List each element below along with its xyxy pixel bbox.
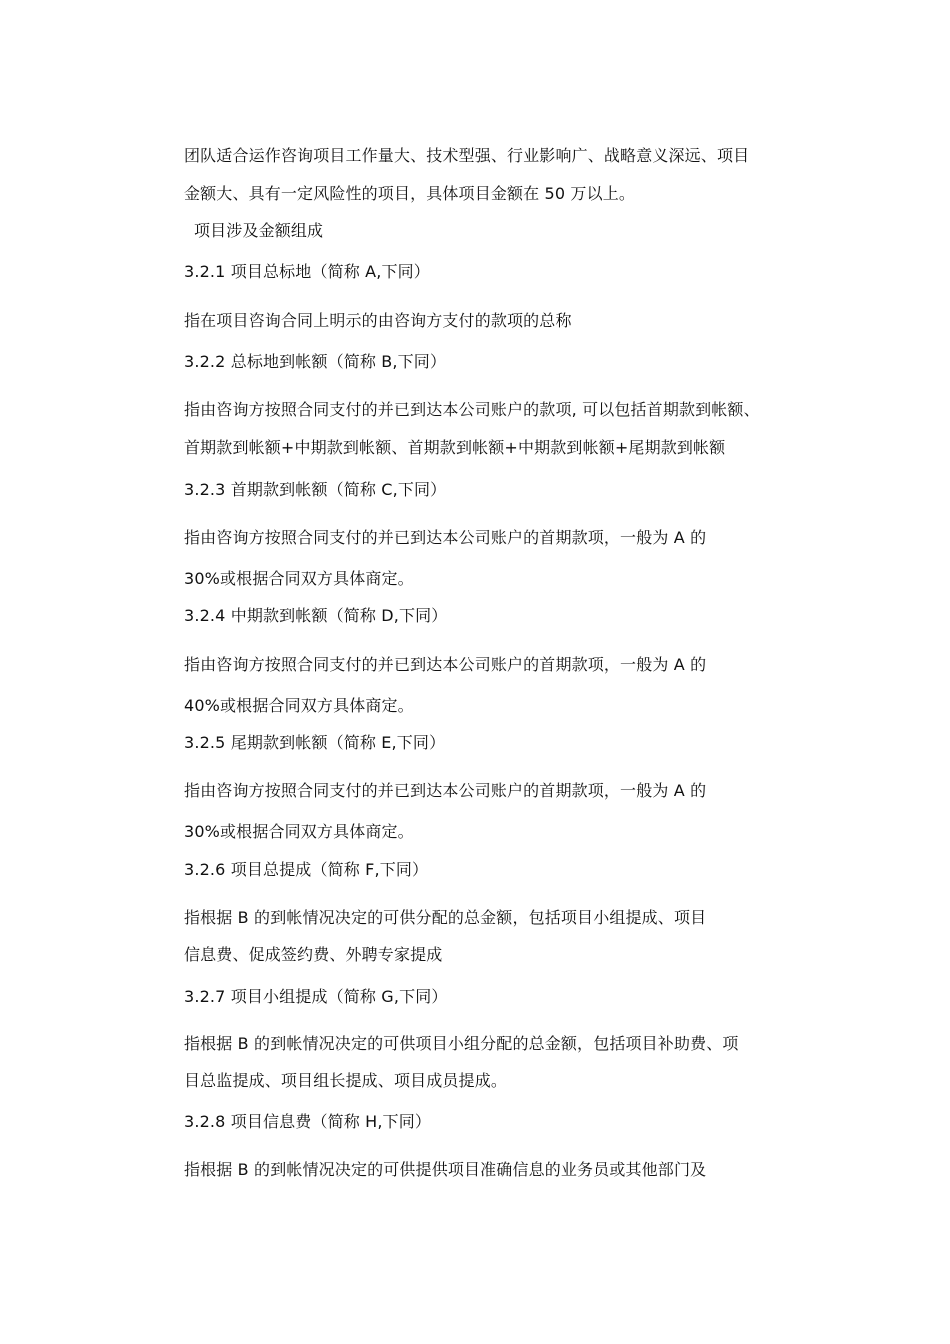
section-heading: 3.2.8 项目信息费（简称 H,下同） xyxy=(184,1112,432,1131)
paragraph-line: 信息费、促成签约费、外聘专家提成 xyxy=(184,945,443,964)
paragraph-line: 30%或根据合同双方具体商定。 xyxy=(184,822,414,841)
paragraph-line: 金额大、具有一定风险性的项目，具体项目金额在 50 万以上。 xyxy=(184,184,636,203)
paragraph-line: 指根据 B 的到帐情况决定的可供项目小组分配的总金额，包括项目补助费、项 xyxy=(184,1034,739,1053)
section-heading: 3.2.6 项目总提成（简称 F,下同） xyxy=(184,860,429,879)
section-heading: 3.2.3 首期款到帐额（简称 C,下同） xyxy=(184,480,447,499)
paragraph-line: 指由咨询方按照合同支付的并已到达本公司账户的首期款项，一般为 A 的 xyxy=(184,528,707,547)
paragraph-line: 40%或根据合同双方具体商定。 xyxy=(184,696,414,715)
section-heading: 项目涉及金额组成 xyxy=(194,221,324,240)
paragraph-line: 指根据 B 的到帐情况决定的可供分配的总金额，包括项目小组提成、项目 xyxy=(184,908,707,927)
paragraph-line: 首期款到帐额+中期款到帐额、首期款到帐额+中期款到帐额+尾期款到帐额 xyxy=(184,438,726,457)
paragraph-line: 指根据 B 的到帐情况决定的可供提供项目准确信息的业务员或其他部门及 xyxy=(184,1160,707,1179)
paragraph-line: 指由咨询方按照合同支付的并已到达本公司账户的首期款项，一般为 A 的 xyxy=(184,655,707,674)
paragraph-line: 指在项目咨询合同上明示的由咨询方支付的款项的总称 xyxy=(184,311,572,330)
section-heading: 3.2.1 项目总标地（简称 A,下同） xyxy=(184,262,430,281)
section-heading: 3.2.2 总标地到帐额（简称 B,下同） xyxy=(184,352,447,371)
paragraph-line: 团队适合运作咨询项目工作量大、技术型强、行业影响广、战略意义深远、项目 xyxy=(184,146,750,165)
paragraph-line: 指由咨询方按照合同支付的并已到达本公司账户的款项, 可以包括首期款到帐额、 xyxy=(184,400,760,419)
paragraph-line: 目总监提成、项目组长提成、项目成员提成。 xyxy=(184,1071,508,1090)
paragraph-line: 指由咨询方按照合同支付的并已到达本公司账户的首期款项，一般为 A 的 xyxy=(184,781,707,800)
section-heading: 3.2.4 中期款到帐额（简称 D,下同） xyxy=(184,606,448,625)
paragraph-line: 30%或根据合同双方具体商定。 xyxy=(184,569,414,588)
section-heading: 3.2.7 项目小组提成（简称 G,下同） xyxy=(184,987,448,1006)
section-heading: 3.2.5 尾期款到帐额（简称 E,下同） xyxy=(184,733,446,752)
